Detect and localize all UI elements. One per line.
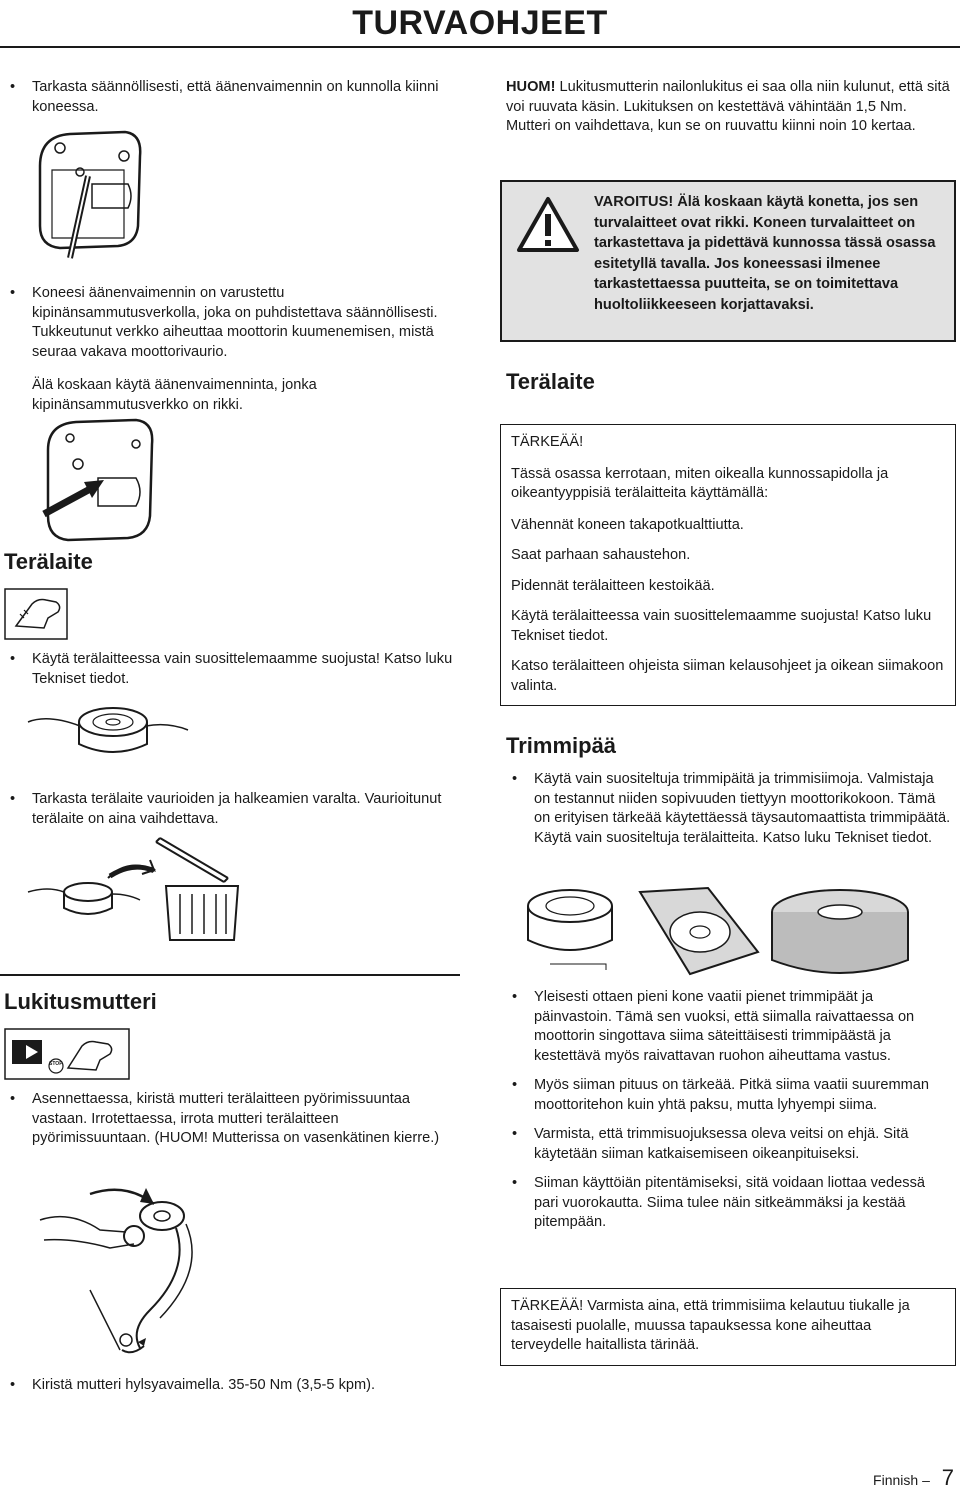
trimmer-line-illustration [520, 882, 920, 982]
trim-item [506, 770, 952, 848]
important-title: TÄRKEÄÄ! [511, 434, 584, 450]
list-item: • Kiristä mutteri hylsyavaimella. 35-50 Nm (3,5-5 kpm). [4, 1376, 456, 1396]
trimmer-head-illustration [28, 700, 198, 764]
discard-illustration [28, 836, 258, 942]
warning-triangle-icon [516, 196, 580, 254]
list-item: • Yleisesti ottaen pieni kone vaatii pienet trimmipäät ja päinvastoin. Tämä sen vuoksi, että siimalla raivattaessa on moottorin singottava siima säteittäisesti trimmipäästä ja kestettävä myös raivattavan ruohon aiheuttama vastus. [506, 988, 952, 1066]
guard-item [4, 650, 456, 689]
list-item: Pidennät terälaitteen kestoikää. [511, 577, 715, 594]
important-label-2: TÄRKEÄÄ! [511, 1298, 584, 1314]
huom-text: Lukitusmutterin nailonlukitus ei saa olla niin kulunut, että sitä voi ruuvata käsin. Lukituksen on kestettävä vähintään 1,5 Nm. Mutteri on vaihdettava, kun se on ruuvattu kiinni noin 10 kertaa. [506, 79, 950, 134]
list-item: • Käytä vain suositeltuja trimmipäitä ja trimmisiimoja. Valmistaja on testannut niiden sopivuuden tiettyyn moottorikokoon. Tämä on erityisen tärkeää käytettäessä täysautomaattista trimmipäätä. Käytä vain suositeltuja terälaitteita. Katso luku Tekniset tiedot. [506, 770, 952, 848]
warning-box [500, 180, 956, 342]
list-item: • Asennettaessa, kiristä mutteri terälaitteen pyörimissuuntaa vastaan. Irrotettaessa, irrota mutteri terälaitteen pyörimissuuntaan. (HUOM! Mutterissa on vasenkätinen kierre.) [4, 1090, 456, 1149]
section-divider-left [0, 974, 460, 976]
spark-screen-illustration [40, 418, 160, 546]
tighten-icon [116, 1330, 150, 1356]
important-intro: Tässä osassa kerrotaan, miten oikealla kunnossapidolla ja oikeantyyppisiä terälaitteita käyttämällä: [511, 465, 889, 501]
nut-direction-icon [4, 1028, 130, 1080]
footer-language: Finnish [873, 1472, 919, 1488]
huom-label: HUOM! [506, 79, 556, 95]
important-box-2 [500, 1288, 956, 1366]
spark-screen-item [4, 284, 456, 362]
glove-icon [4, 588, 68, 640]
muffler-check-item [4, 78, 456, 117]
list-item: • Tarkasta säännöllisesti, että äänenvaimennin on kunnolla kiinni koneessa. [4, 78, 456, 117]
list-item: • Siiman käyttöiän pitentämiseksi, sitä voidaan liottaa vedessä pari vuorokautta. Siima tulee näin sitkeämmäksi ja kestää pitempään. [506, 1174, 952, 1233]
page-number: 7 [941, 1465, 954, 1490]
page-title: TURVAOHJEET [352, 4, 608, 42]
list-item: • Varmista, että trimmisuojuksessa oleva veitsi on ehjä. Sitä käytetään siiman katkaisemiseen oikeanpituiseksi. [506, 1125, 952, 1164]
footer-separator: – [922, 1472, 930, 1488]
damage-item [4, 790, 456, 829]
list-item: • Koneesi äänenvaimennin on varustettu kipinänsammutusverkolla, joka on puhdistettava säännöllisesti. Tukkeutunut verkko aiheuttaa moottorin kuumenemisen, mistä seuraa vakava moottorivaurio. [4, 284, 456, 362]
section-heading-teralaite-right: Terälaite [506, 369, 595, 394]
title-rule [0, 46, 960, 48]
list-item: Saat parhaan sahaustehon. [511, 547, 691, 563]
torque-item [4, 1376, 456, 1396]
stop-label: STOP [49, 1061, 63, 1067]
nut-item [4, 1090, 456, 1149]
bullets-trim-line [506, 988, 952, 1233]
never-use-text: Älä koskaan käytä äänenvaimenninta, jonka kipinänsammutusverkko on rikki. [32, 377, 317, 413]
list-item: • Myös siiman pituus on tärkeää. Pitkä siima vaatii suuremman moottoritehon kuin yhtä paksu, mutta lyhyempi siima. [506, 1076, 952, 1115]
list-item: Käytä terälaitteessa vain suosittelemaamme suojusta! Katso luku Tekniset tiedot. [511, 608, 932, 644]
section-heading-trimmipaa: Trimmipää [506, 733, 617, 758]
list-item: • Käytä terälaitteessa vain suosittelemaamme suojusta! Katso luku Tekniset tiedot. [4, 650, 456, 689]
section-heading-lukitusmutteri: Lukitusmutteri [4, 989, 157, 1014]
section-heading-teralaite: Terälaite [4, 549, 93, 574]
important-text-2: Varmista aina, että trimmisiima kelautuu tiukalle ja tasaisesti puolalle, muussa tapauksessa kone aiheuttaa terveydelle haitallista tärinää. [511, 1298, 910, 1353]
list-item: • Tarkasta terälaite vaurioiden ja halkeamien varalta. Vaurioitunut terälaite on aina vaihdettava. [4, 790, 456, 829]
important-box [500, 424, 956, 706]
page-footer [873, 1465, 954, 1491]
warning-text: VAROITUS! Älä koskaan käytä konetta, jos sen turvalaitteet ovat rikki. Koneen turvalaitteet on tarkastettava ja pidettävä kunnossa tässä osassa esitetyllä tavalla. Jos koneessasi ilmenee tarkastettaessa puutteita, se on toimitettava huoltoliikkeeseen korjattavaksi. [594, 194, 936, 313]
muffler-illustration [30, 126, 150, 266]
list-item: Vähennät koneen takapotkualttiutta. [511, 516, 744, 533]
huom-note [506, 78, 952, 137]
list-item: Katso terälaitteen ohjeista siiman kelausohjeet ja oikean siimakoon valinta. [511, 658, 944, 694]
